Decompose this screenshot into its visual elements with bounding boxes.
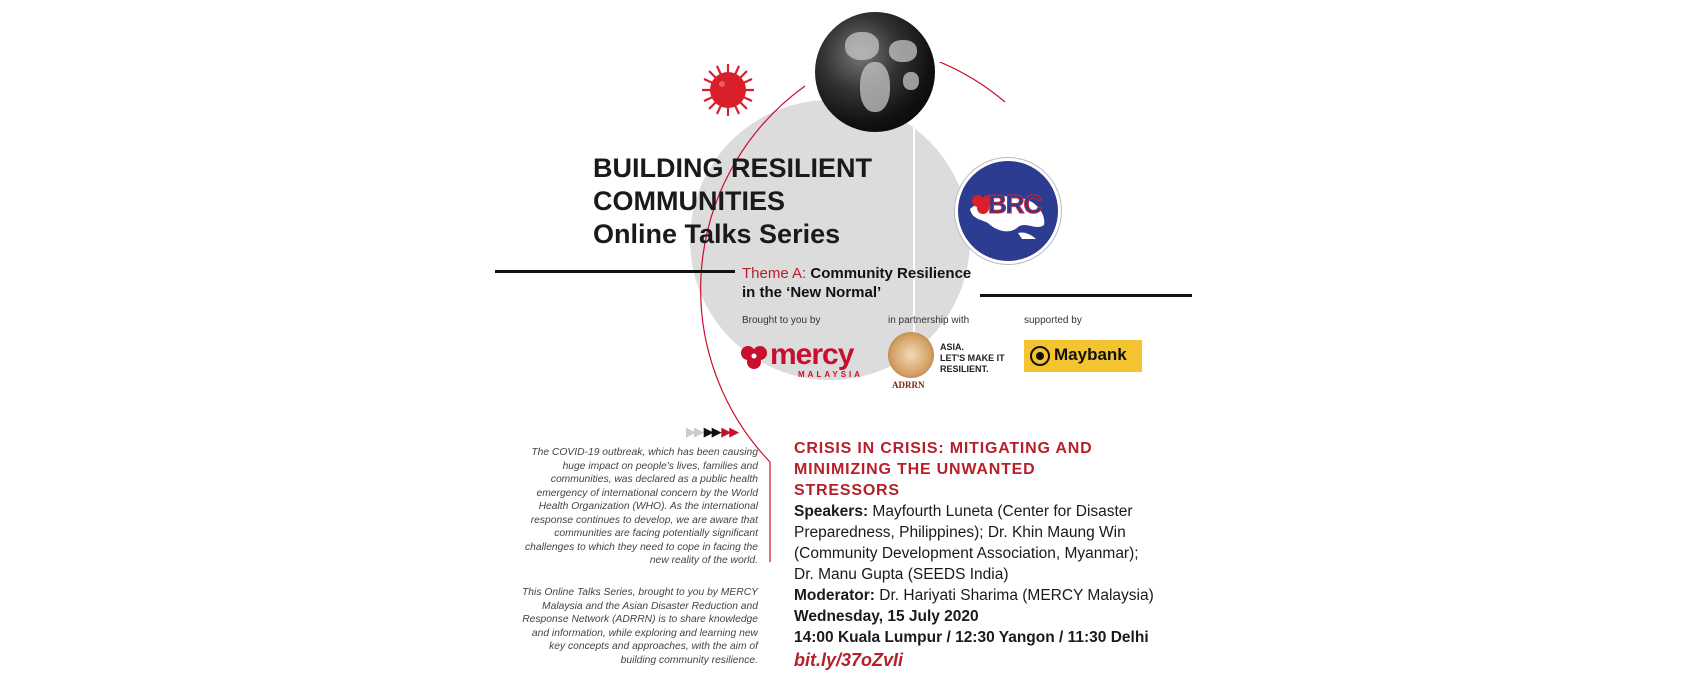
theme-text-1: Community Resilience: [810, 265, 972, 282]
adrrn-slogan-3: RESILIENT.: [940, 364, 989, 374]
arrow-red-icon: ▶▶: [721, 424, 738, 439]
brc-logo: [955, 158, 1061, 264]
speakers-line-2: Preparedness, Philippines); Dr. Khin Maung Win: [794, 524, 1126, 541]
adrrn-emblem-icon: [888, 332, 934, 378]
talk-title: [794, 438, 1154, 501]
speakers-block: [794, 501, 1154, 648]
maybank-tiger-icon: [1030, 346, 1050, 366]
mercy-hibiscus-icon: [738, 344, 770, 370]
maybank-name: Maybank: [1054, 345, 1127, 364]
intro-paragraph-1: The COVID-19 outbreak, which has been causing huge impact on people's lives, families and communities, was declared as a public health emergency of international concern by the World Health Organization (WHO). As the international response continues to develop, we are aware that communities are facing potentially significant challenges to which they need to cope in facing the new reality of the world.: [525, 447, 758, 566]
intro-paragraph-2: This Online Talks Series, brought to you by MERCY Malaysia and the Asian Disaster Reduction and Response Network (ADRRN) is to share knowledge and information, while exploring and learning new key concepts and approaches, with the aim of building community resilience.: [522, 587, 758, 666]
rule-right: [980, 294, 1192, 297]
globe-icon: [815, 12, 935, 132]
arrow-light-icon: ▶▶: [686, 424, 702, 439]
supported-label: supported by: [1024, 315, 1082, 326]
arrow-icons: [686, 424, 737, 440]
mercy-name: mercy: [770, 338, 854, 371]
talk-time: 14:00 Kuala Lumpur / 12:30 Yangon / 11:30 Delhi: [794, 629, 1149, 646]
page-title: [593, 152, 872, 251]
arrow-dark-icon: ▶▶: [703, 424, 720, 439]
registration-link[interactable]: bit.ly/37oZvIi: [794, 650, 904, 670]
virus-icon: [700, 62, 756, 118]
speakers-line-4: Dr. Manu Gupta (SEEDS India): [794, 566, 1009, 583]
theme-text-2: in the ‘New Normal’: [742, 284, 882, 301]
talk-date: Wednesday, 15 July 2020: [794, 608, 979, 625]
talk-title-line-3: STRESSORS: [794, 482, 900, 499]
talk-title-line-1: CRISIS IN CRISIS: MITIGATING AND: [794, 440, 1093, 457]
title-line-1: BUILDING RESILIENT: [593, 153, 873, 183]
maybank-logo: [1024, 340, 1142, 372]
moderator-name: Dr. Hariyati Sharima (MERCY Malaysia): [879, 587, 1154, 604]
theme-label: Theme A:: [742, 265, 807, 282]
adrrn-name: ADRRN: [892, 380, 925, 390]
speakers-line-3: (Community Development Association, Myanmar);: [794, 545, 1139, 562]
title-line-2: COMMUNITIES: [593, 186, 785, 216]
brought-label: Brought to you by: [742, 315, 821, 326]
speakers-line-1: Mayfourth Luneta (Center for Disaster: [872, 503, 1133, 520]
title-line-3: Online Talks Series: [593, 219, 841, 249]
adrrn-logo: [888, 332, 1005, 390]
adrrn-slogan-2: LET'S MAKE IT: [940, 353, 1005, 363]
adrrn-slogan-1: ASIA.: [940, 342, 965, 352]
theme-block: [742, 264, 971, 302]
adrrn-slogan: [940, 342, 1020, 375]
rule-left: [495, 270, 735, 273]
partnership-label: in partnership with: [888, 315, 970, 326]
mercy-sub: MALAYSIA: [798, 370, 864, 379]
talk-title-line-2: MINIMIZING THE UNWANTED: [794, 461, 1036, 478]
moderator-label: Moderator:: [794, 587, 875, 604]
speakers-label: Speakers:: [794, 503, 869, 520]
brc-logo-text: BRC: [988, 189, 1042, 219]
